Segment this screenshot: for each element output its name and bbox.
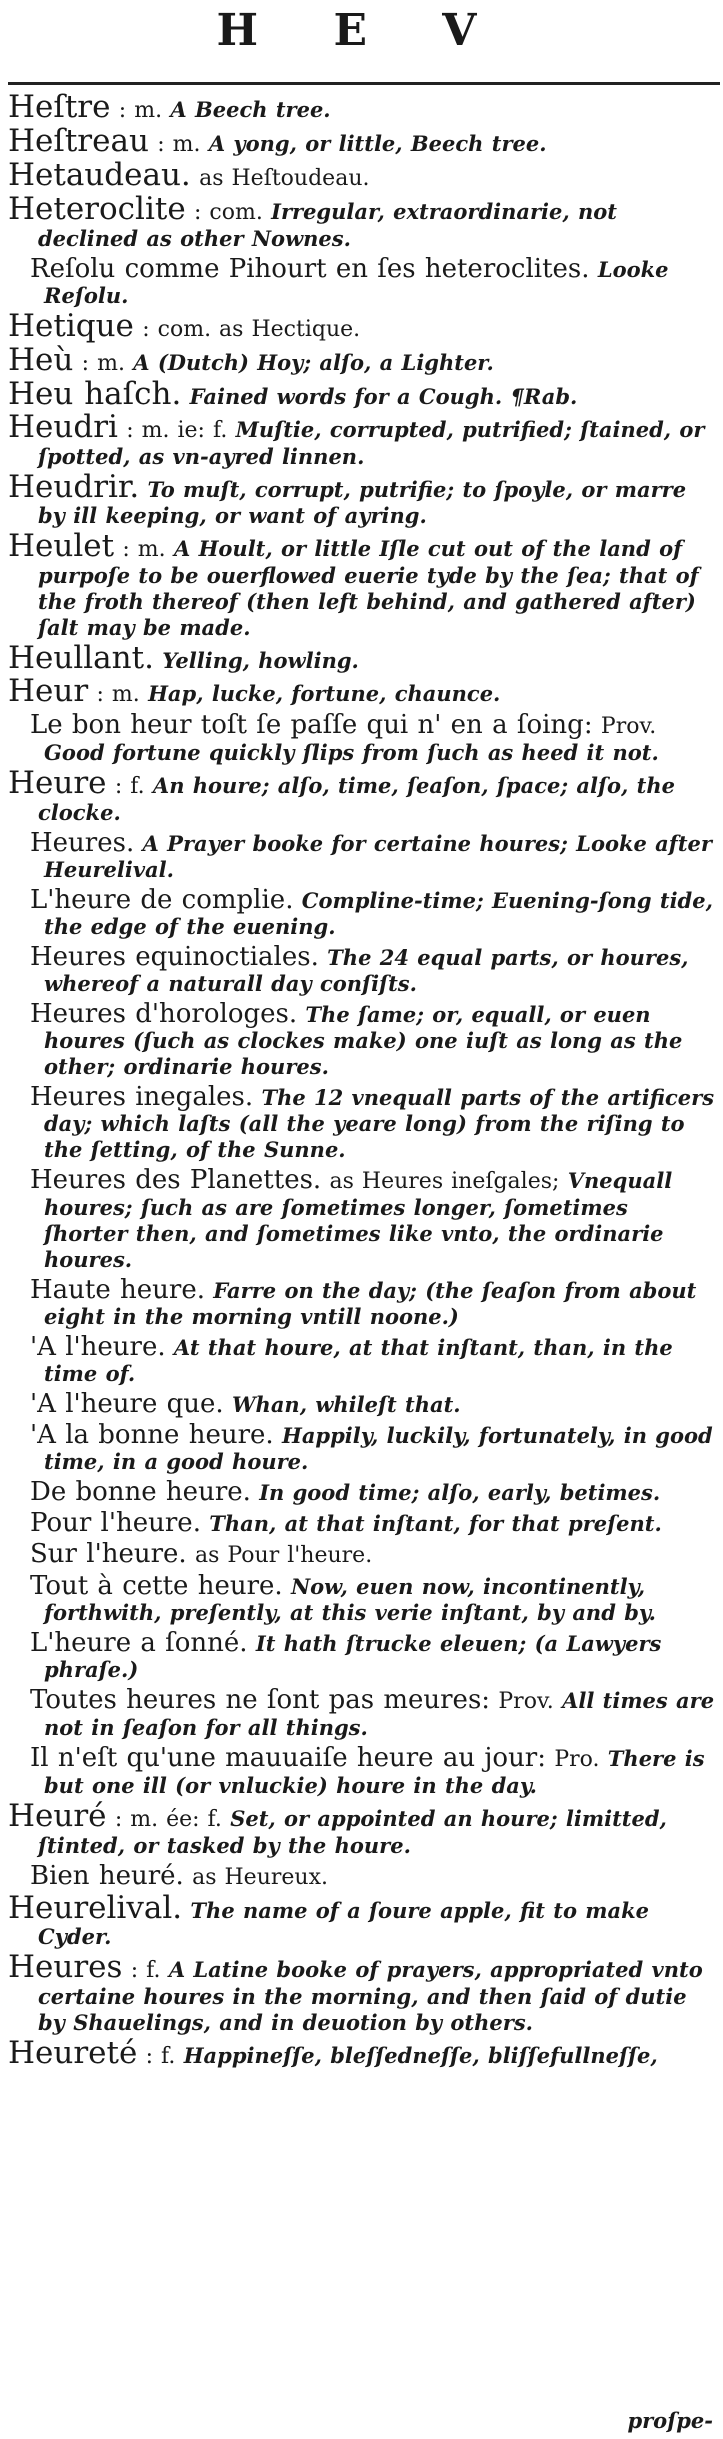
headword: Sur l'heure. bbox=[30, 1539, 187, 1569]
definition: An houre; alſo, time, ſeaſon, ſpace; alſo, the clocke. bbox=[38, 773, 675, 825]
headword: Heures equinoctiales. bbox=[30, 942, 319, 972]
headword: Heſtreau bbox=[8, 123, 149, 159]
sub-entry bbox=[8, 1687, 716, 1741]
headword: Heurelival. bbox=[8, 1890, 183, 1926]
headword: Heureté bbox=[8, 2035, 138, 2071]
definition: A Latine booke of prayers, appropriated vnto certaine houres in the morning, and then ſaid of dutie by Shauelings, and in deuotion by others. bbox=[38, 1957, 703, 2035]
headword: Pour l'heure. bbox=[30, 1508, 201, 1538]
definition: A yong, or little, Beech tree. bbox=[208, 131, 547, 156]
sub-entry bbox=[8, 1541, 716, 1569]
headword: Heures inegales. bbox=[30, 1082, 254, 1112]
headword: Tout à cette heure. bbox=[30, 1571, 283, 1601]
headword: De bonne heure. bbox=[30, 1477, 251, 1507]
dictionary-entry bbox=[8, 640, 716, 676]
definition: Hap, lucke, fortune, chaunce. bbox=[148, 681, 501, 706]
grammar-note: as Heureux. bbox=[192, 1865, 328, 1890]
grammar-note: as Heſtoudeau. bbox=[199, 166, 370, 191]
headword: Haute heure. bbox=[30, 1275, 205, 1305]
definition: Now, euen now, incontinently, forthwith, preſently, at this verie inſtant, by and by. bbox=[44, 1574, 656, 1625]
dictionary-entry bbox=[8, 1949, 716, 2036]
definition: Irregular, extraordinarie, not declined as other Nownes. bbox=[38, 199, 617, 251]
headword: Heteroclite bbox=[8, 191, 186, 227]
headword: Heures des Planettes. bbox=[30, 1165, 322, 1195]
sub-entry bbox=[8, 1745, 716, 1799]
headword: Heure bbox=[8, 765, 107, 801]
sub-entry bbox=[8, 1630, 716, 1683]
definition: The 24 equal parts, or houres, whereof a naturall day conſiſts. bbox=[44, 945, 689, 996]
headword: 'A la bonne heure. bbox=[30, 1420, 274, 1450]
definition: Whan, whileſt that. bbox=[231, 1392, 461, 1417]
dictionary-entry bbox=[8, 308, 716, 344]
definition: Yelling, howling. bbox=[162, 648, 359, 673]
dictionary-entry bbox=[8, 765, 716, 826]
grammar-note: : m. bbox=[118, 98, 163, 123]
dictionary-entry bbox=[8, 528, 716, 641]
sub-entry bbox=[8, 1001, 716, 1080]
grammar-note: : f. bbox=[114, 774, 145, 799]
grammar-note: : com. as Hectique. bbox=[142, 317, 361, 342]
dictionary-entry bbox=[8, 673, 716, 709]
grammar-note: : m. bbox=[81, 351, 125, 376]
headword: Toutes heures ne ſont pas meures: bbox=[30, 1685, 491, 1715]
headword: Heudrir. bbox=[8, 469, 140, 505]
sub-entry bbox=[8, 1391, 716, 1418]
sub-entry bbox=[8, 887, 716, 940]
headword: Reſolu comme Pihourt en ſes heteroclites. bbox=[30, 254, 590, 284]
entries-column bbox=[8, 89, 716, 2074]
catchword: proſpe- bbox=[627, 2408, 713, 2433]
grammar-note: as Pour l'heure. bbox=[194, 1543, 373, 1568]
headword: Heur bbox=[8, 673, 89, 709]
definition: A Hoult, or little Iſle cut out of the land of purpoſe to be ouerflowed euerie tyde by the ſea; that of the froth thereof (then left behind, and gathered after) ſalt may be made. bbox=[38, 536, 699, 640]
dictionary-entry bbox=[8, 1890, 716, 1950]
definition: Happineſſe, bleſſedneſſe, bliſſefullneſſe, bbox=[183, 2043, 658, 2068]
sub-entry bbox=[8, 1510, 716, 1537]
dictionary-entry bbox=[8, 376, 716, 412]
headword: Heu haſch. bbox=[8, 376, 182, 412]
headword: 'A l'heure que. bbox=[30, 1389, 224, 1419]
definition: Happily, luckily, fortunately, in good time, in a good houre. bbox=[44, 1423, 713, 1474]
sub-entry bbox=[8, 830, 716, 883]
grammar-note: : f. bbox=[145, 2044, 176, 2069]
grammar-note: : com. bbox=[193, 200, 263, 225]
sub-entry bbox=[8, 944, 716, 997]
grammar-note: : m. ie: f. bbox=[126, 418, 228, 443]
grammar-note: : m. bbox=[96, 682, 140, 707]
definition: Than, at that inſtant, for that preſent. bbox=[209, 1511, 662, 1536]
grammar-note: : m. ée: f. bbox=[114, 1807, 222, 1832]
headword: Hetaudeau. bbox=[8, 157, 191, 193]
definition: It hath ſtrucke eleuen; (a Lawyers phraſe.) bbox=[44, 1631, 662, 1682]
grammar-note: : m. bbox=[157, 132, 201, 157]
definition: At that houre, at that inſtant, than, in the time of. bbox=[44, 1335, 673, 1386]
headword: Heuré bbox=[8, 1798, 107, 1834]
dictionary-entry bbox=[8, 342, 716, 378]
grammar-note: as Heures ineſgales; bbox=[329, 1169, 560, 1194]
definition: The name of a ſoure apple, fit to make Cyder. bbox=[38, 1898, 650, 1949]
headword: Heù bbox=[8, 342, 74, 378]
definition: Vnequall houres; ſuch as are ſometimes longer, ſometimes ſhorter then, and ſometimes like vnto, the ordinarie houres. bbox=[44, 1168, 673, 1272]
grammar-note: Pro. bbox=[554, 1747, 600, 1772]
definition: The 12 vnequall parts of the artificers day; which laſts (all the yeare long) from the riſing to the ſetting, of the Sunne. bbox=[44, 1085, 715, 1162]
headword: Il n'eſt qu'une mauuaiſe heure au jour: bbox=[30, 1743, 546, 1773]
headword: Heulet bbox=[8, 528, 115, 564]
grammar-note: Prov. bbox=[600, 714, 657, 739]
headword: Heures d'horologes. bbox=[30, 999, 298, 1029]
headword: Heſtre bbox=[8, 89, 111, 125]
definition: The ſame; or, equall, or euen houres (ſuch as clockes make) one iuſt as long as the other; ordinarie houres. bbox=[44, 1002, 683, 1079]
headword: Hetique bbox=[8, 308, 134, 344]
dictionary-entry bbox=[8, 123, 716, 159]
headword: L'heure de complie. bbox=[30, 885, 294, 915]
sub-entry bbox=[8, 1084, 716, 1163]
headword: 'A l'heure. bbox=[30, 1332, 166, 1362]
sub-entry bbox=[8, 1167, 716, 1273]
header-rule bbox=[8, 82, 720, 85]
dictionary-entry bbox=[8, 191, 716, 252]
definition: In good time; alſo, early, betimes. bbox=[259, 1480, 661, 1505]
sub-entry bbox=[8, 1573, 716, 1626]
definition: There is but one ill (or vnluckie) houre in the day. bbox=[44, 1746, 705, 1798]
grammar-note: : m. bbox=[122, 537, 166, 562]
dictionary-entry bbox=[8, 1798, 716, 1859]
headword: Bien heuré. bbox=[30, 1861, 184, 1891]
headword: Heures. bbox=[30, 828, 135, 858]
grammar-note: : f. bbox=[130, 1958, 161, 1983]
sub-entry bbox=[8, 712, 716, 766]
headword: Heures bbox=[8, 1949, 123, 1985]
definition: A (Dutch) Hoy; alſo, a Lighter. bbox=[133, 350, 494, 375]
definition: Looke Reſolu. bbox=[44, 257, 669, 308]
sub-entry bbox=[8, 1277, 716, 1330]
dictionary-entry bbox=[8, 409, 716, 470]
definition: Fained words for a Cough. ¶Rab. bbox=[189, 384, 578, 409]
sub-entry bbox=[8, 1334, 716, 1387]
definition: A Prayer booke for certaine houres; Looke after Heurelival. bbox=[44, 831, 712, 882]
sub-entry bbox=[8, 1863, 716, 1891]
headword: Heullant. bbox=[8, 640, 154, 676]
dictionary-entry bbox=[8, 469, 716, 529]
sub-entry bbox=[8, 1479, 716, 1506]
definition: Muſtie, corrupted, putrified; ſtained, or ſpotted, as vn-ayred linnen. bbox=[38, 417, 705, 469]
definition: All times are not in ſeaſon for all things. bbox=[44, 1688, 715, 1740]
headword: Heudri bbox=[8, 409, 118, 445]
definition: Farre on the day; (the ſeaſon from about eight in the morning vntill noone.) bbox=[44, 1278, 697, 1329]
page-header: H E V bbox=[216, 5, 507, 56]
definition: To muſt, corrupt, putrifie; to ſpoyle, or marre by ill keeping, or want of ayring. bbox=[38, 477, 687, 528]
headword: L'heure a ſonné. bbox=[30, 1628, 248, 1658]
dictionary-entry bbox=[8, 89, 716, 125]
definition: Set, or appointed an houre; limitted, ſtinted, or tasked by the houre. bbox=[38, 1806, 667, 1858]
definition: Compline-time; Euening-ſong tide, the edge of the euening. bbox=[44, 888, 713, 939]
headword: Le bon heur toſt ſe paſſe qui n' en a ſoing: bbox=[30, 710, 593, 740]
grammar-note: Prov. bbox=[498, 1689, 554, 1714]
dictionary-entry bbox=[8, 157, 716, 193]
dictionary-entry bbox=[8, 2035, 716, 2071]
definition: A Beech tree. bbox=[170, 97, 331, 122]
definition: Good fortune quickly ſlips from ſuch as heed it not. bbox=[44, 740, 659, 765]
sub-entry bbox=[8, 1422, 716, 1475]
sub-entry bbox=[8, 256, 716, 309]
